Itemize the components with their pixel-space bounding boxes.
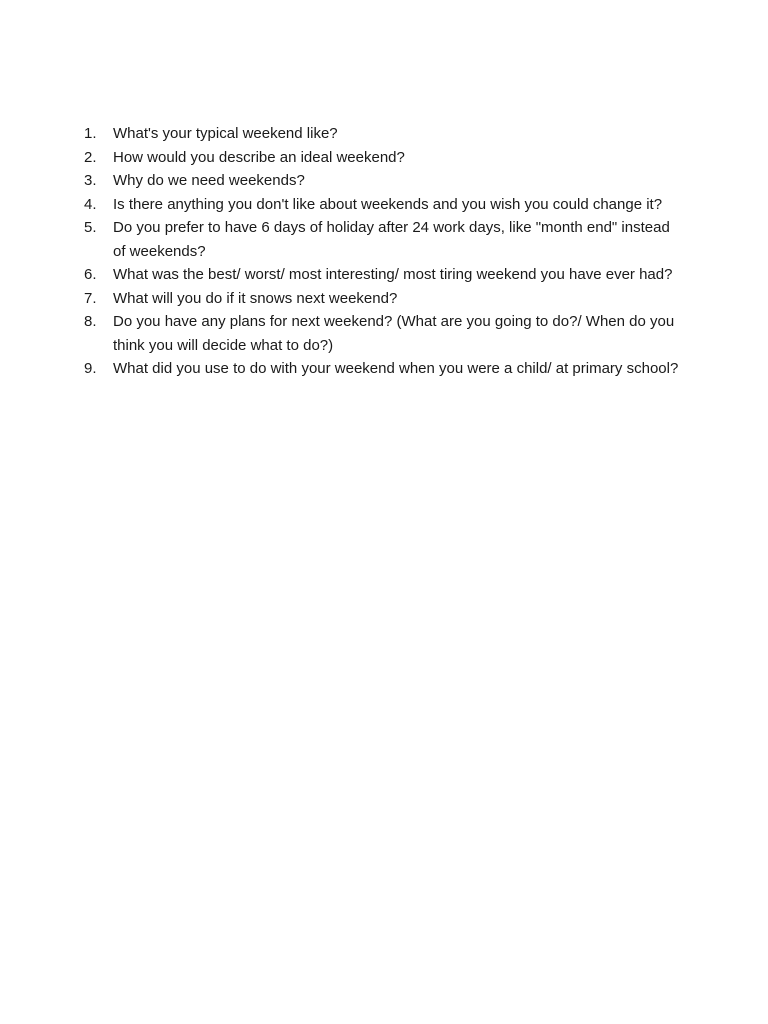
question-text: Why do we need weekends? xyxy=(113,172,305,189)
question-number: 1. xyxy=(84,125,97,142)
question-text: Do you have any plans for next weekend? (What are you going to do?/ When do you think you will decide what to do?) xyxy=(113,313,675,354)
question-number: 5. xyxy=(84,219,97,236)
question-text: Is there anything you don't like about weekends and you wish you could change it? xyxy=(113,195,663,213)
question-list xyxy=(84,122,684,381)
question-number: 6. xyxy=(84,266,97,283)
question-item xyxy=(84,146,684,170)
question-number: 2. xyxy=(84,148,97,166)
question-text: Do you prefer to have 6 days of holiday after 24 work days, like "month end" instead of weekends? xyxy=(113,219,670,260)
question-text: What did you use to do with your weekend when you were a child/ at primary school? xyxy=(113,360,679,377)
question-item xyxy=(84,357,684,381)
question-number: 4. xyxy=(84,195,97,213)
question-item xyxy=(84,310,684,357)
question-item xyxy=(84,263,684,287)
question-text: How would you describe an ideal weekend? xyxy=(113,148,405,166)
question-text: What's your typical weekend like? xyxy=(113,125,338,142)
question-item xyxy=(84,122,684,146)
question-text: What was the best/ worst/ most interesting/ most tiring weekend you have ever had? xyxy=(113,266,673,283)
question-item xyxy=(84,287,684,311)
question-item xyxy=(84,193,684,217)
question-item xyxy=(84,169,684,193)
question-number: 7. xyxy=(84,289,97,307)
question-item xyxy=(84,216,684,263)
question-text: What will you do if it snows next weekend? xyxy=(113,289,398,307)
question-number: 3. xyxy=(84,172,97,189)
question-number: 8. xyxy=(84,313,97,330)
question-number: 9. xyxy=(84,360,97,377)
